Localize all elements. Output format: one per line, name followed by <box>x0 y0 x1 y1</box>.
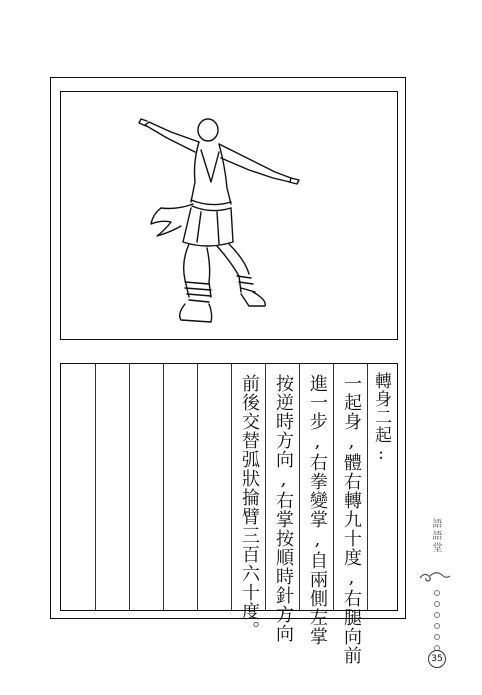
text-line-1: 一起身,體右轉九十度,右腿向前 <box>341 374 362 665</box>
martial-artist-figure-illustration <box>61 92 399 341</box>
column-divider <box>197 364 198 610</box>
cloud-scroll-ornament-icon <box>418 570 452 584</box>
column-divider <box>163 364 164 610</box>
column-divider <box>299 364 300 610</box>
section-heading: 轉身二起: <box>371 372 391 465</box>
column-divider <box>367 364 368 610</box>
column-divider <box>265 364 266 610</box>
page-number: 35 <box>428 650 446 668</box>
publisher-mark: 語語堂 <box>430 518 441 554</box>
column-divider <box>231 364 232 610</box>
text-line-2: 進一步,右拳變掌,自兩側左掌 <box>307 374 328 646</box>
column-divider <box>129 364 130 610</box>
text-line-4: 前後交替弧狀掄臂三百六十度。 <box>239 374 260 640</box>
decorative-dots <box>434 590 440 656</box>
column-divider <box>95 364 96 610</box>
text-line-3: 按逆時方向,右掌按順時針方向 <box>273 374 294 643</box>
column-divider <box>333 364 334 610</box>
illustration-panel <box>60 91 398 340</box>
